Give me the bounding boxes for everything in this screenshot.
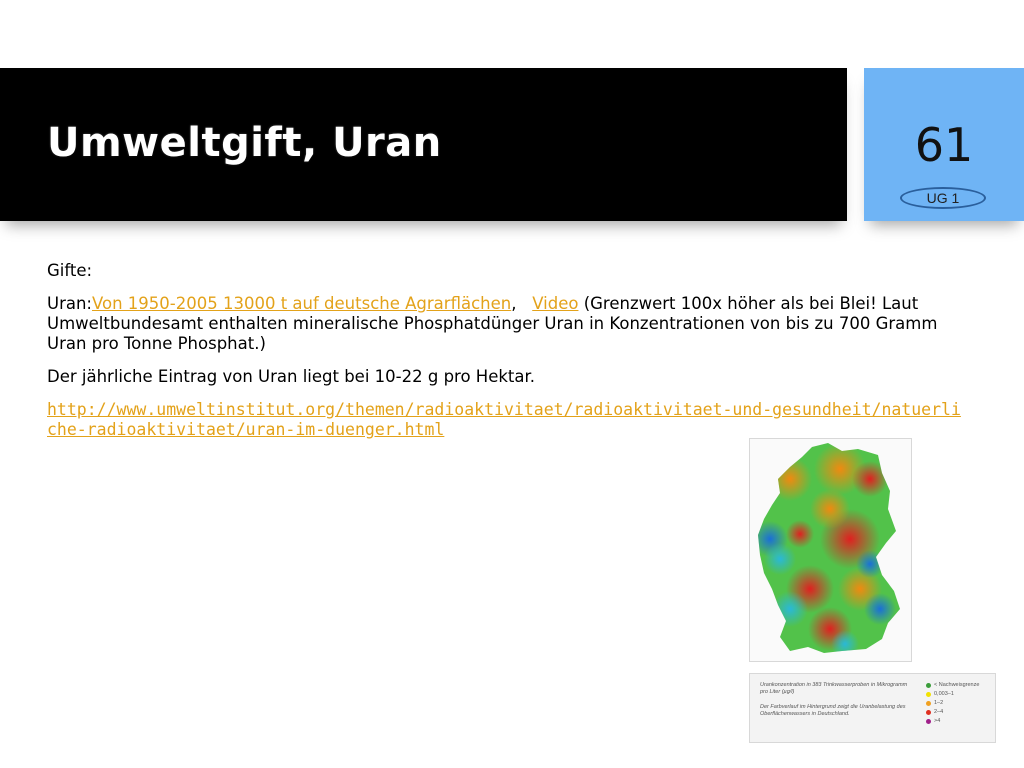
germany-map-image <box>750 439 911 661</box>
legend-caption-2: Der Farbverlauf im Hintergrund zeigt die Uranbelastung des Oberflächenwassers in Deutschland. <box>760 704 906 717</box>
legend-dot-1 <box>926 683 931 688</box>
link-umweltinstitut[interactable]: http://www.umweltinstitut.org/themen/radioaktivitaet/radioaktivitaet-und-gesundheit/natuerliche-radioaktivitaet/uran-im-duenger.html <box>47 400 961 439</box>
slide-content <box>47 261 967 453</box>
paragraph-eintrag: Der jährliche Eintrag von Uran liegt bei 10-22 g pro Hektar. <box>47 367 536 386</box>
legend-cat-4: 2–4 <box>934 709 944 715</box>
slide-title: Umweltgift, Uran <box>47 120 442 166</box>
legend-cat-5: >4 <box>934 718 941 724</box>
heading-gifte: Gifte: <box>47 261 93 280</box>
legend-cat-1: < Nachweisgrenze <box>934 682 980 688</box>
legend-dot-4 <box>926 710 931 715</box>
uran-label: Uran: <box>47 294 92 313</box>
legend-caption-1: Urankonzentration in 383 Trinkwasserproben in Mikrogramm pro Liter (µg/l) <box>760 682 908 695</box>
legend-dot-3 <box>926 701 931 706</box>
legend-cat-3: 1–2 <box>934 700 944 706</box>
legend-dot-5 <box>926 719 931 724</box>
paragraph-uran <box>47 294 967 354</box>
slide-number: 61 <box>914 118 974 172</box>
legend-cat-2: 0,003–1 <box>934 691 954 697</box>
comma: , <box>511 294 517 313</box>
link-agrarflaechen[interactable]: Von 1950-2005 13000 t auf deutsche Agrarflächen <box>92 294 512 313</box>
slide-badge: UG 1 <box>900 187 986 209</box>
map-legend <box>749 673 996 743</box>
link-video[interactable]: Video <box>532 294 579 313</box>
germany-uranium-map <box>749 438 912 662</box>
paragraph-uran-rest: (Grenzwert 100x höher als bei Blei! Laut Umweltbundesamt enthalten mineralische Phosphatdünger Uran in Konzentrationen von bis zu 700 Gramm Uran pro Tonne Phosphat.) <box>47 294 938 353</box>
legend-dot-2 <box>926 692 931 697</box>
